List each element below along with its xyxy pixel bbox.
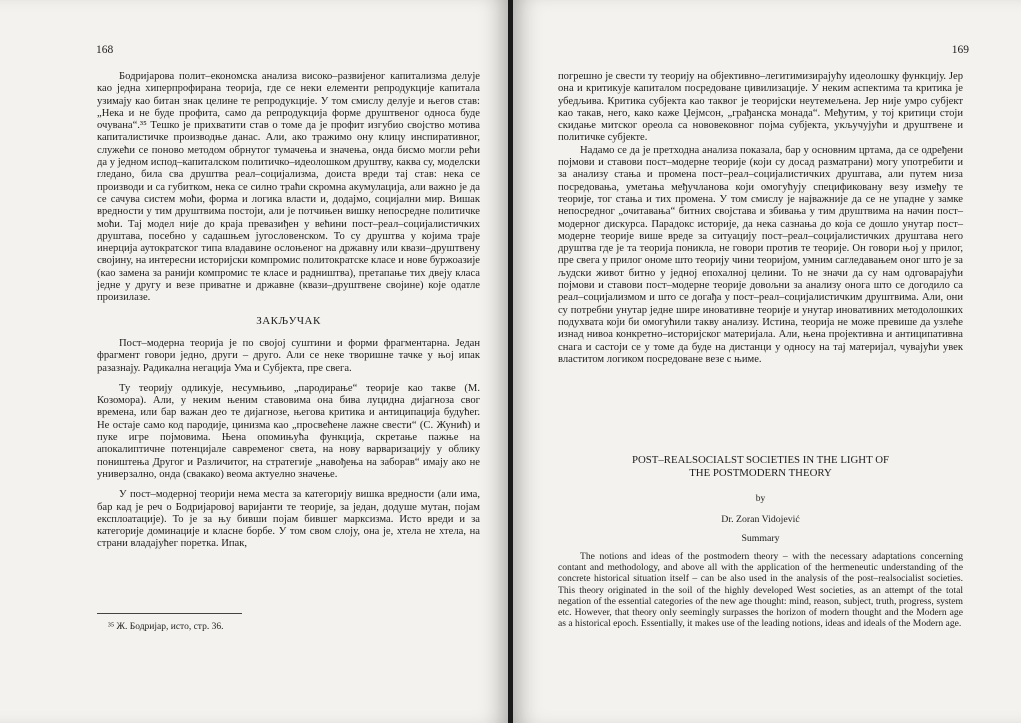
right-text-column bbox=[558, 71, 963, 366]
author-name: Dr. Zoran Vidojević bbox=[721, 514, 800, 525]
footnote: ³⁵ Ж. Бодријар, исто, стр. 36. bbox=[108, 622, 224, 632]
left-text-column bbox=[97, 71, 480, 551]
left-page bbox=[0, 0, 508, 723]
abstract bbox=[558, 551, 963, 629]
right-page bbox=[513, 0, 1021, 723]
conclusion-paragraph: Ту теорију одликује, несумњиво, „пародирање“ теорије као такве (М. Козомора). Али, у неким њеним ставовима она бива луцидна дијагноза свог времена, или бар важан део те дијагнозе, његова критика и антиципација будућег. Не остаје само код пародије, цинизма као „просвећене лажне свести“ (С. Жунић) и пуке игре појмовима. Њена опомињућа функција, скретање пажње на апокалиптичне потенцијале савременог света, на нову варваризацију у облику поништења Другог и Различитог, на стратегије „навођења на заборав“ имају ако не универзално, онда (свакако) веома актуелно значење. bbox=[97, 382, 480, 480]
page-number-right: 169 bbox=[951, 44, 969, 56]
abstract-paragraph: The notions and ideas of the postmodern theory – with the necessary adaptations concerning contant and methodology, and above all with the application of the hermeneutic understanding of the concrete historical situation itself – can be also used in the analysis of the post–realsocialist societies. This theory originated in the soil of the highly developed West societies, as an attempt of the total negation of the essential categories of the new age thought: mind, reason, subject, truth, progress, system etc. However, that theory only seemingly surpasses the horizon of modern thought and the Modern age as a historical epoch. Essentially, it makes use of the leading notions, ideas and ideals of the Modern age. bbox=[558, 551, 963, 630]
summary-label: Summary bbox=[741, 533, 780, 544]
body-paragraph: погрешно је свести ту теорију на објективно–легитимизирајућу идеолошку функцију. Јер она и критикује капиталом посредоване цивилизације. У неким аспектима та критика је убедљива. Критика субјекта као таквог је теоријски неутемељена. Јер није умро субјект као такав, него, како каже Џејмсон, „грађанска монада“. Међутим, у тој критици стоји скидање митског ореола са нововековног појма субјекта, укључујући и друштвене и политичке субјекте. bbox=[558, 71, 963, 144]
page-number-left: 168 bbox=[96, 44, 114, 56]
conclusion-paragraph: У пост–модерној теорији нема места за категорију вишка вредности (али има, бар кад је реч о Бодријаровој варијанти те теорије, за један, додуше мутан, појам експлоатације). То је за њу бивши појам бившег марксизма. Исто вреди и за категорије доминације и класне борбе. У том свом слоју, она је, хтела не хтела, на страни владајућег поретка. Ипак, bbox=[97, 489, 480, 550]
summary-title-line: THE POSTMODERN THEORY bbox=[689, 466, 832, 479]
section-heading-conclusion: ЗАКЉУЧАК bbox=[256, 314, 321, 327]
body-paragraph: Бодријарова полит–економска анализа високо–развијеног капитализма делује као једна хиперпрофирана теорија, где се неки елементи репродукције капитала узимају као битан знак целине те репродукције. У том смислу делује и његов став: „Нека и не буде профита, само да репродукција форме друштвеног односа буде очувана“.³⁵ Тешко је прихватити став о томе да је профит изгубио својство мотива капиталистичке производње данас. Али, ако тражимо ону клицу инспиративног, служећи се поново методом обрнутог тумачења и значења, онда бисмо могли рећи да у једном испод–капиталском политичко–идеолошком друштву, каква су, моделски гледано, била сва друштва реал–социјализма, доиста вреди тај став: нека се производи и са губитком, нека се силно траћи скромна акумулација, али важно је да се сачува систем моћи, форма и логика власти и, додајмо, социјални мир. Вишак вредности у тим друштвима постоји, али је потчињен вишку непосредне политичке моћи. Тај модел није до краја превазиђен у већини пост–реал–социјалистичких друштава, посебно у садашњем југословенском. То су друштва у којима траје инерција аутократског типа владавине ослоњеног на државну или квази–друштвену својину, на интересни историјски компромис политократске класе и нове буржоазије (као замена за ранији компромис те класе и радништва), претапање тих двеју класа једне у другу и везе приватне и државне (квази–друштвене својине) које одатле произилазе. bbox=[97, 71, 480, 304]
footnote-rule bbox=[97, 613, 242, 614]
by-line: by bbox=[755, 494, 766, 504]
summary-title bbox=[558, 454, 963, 479]
body-paragraph: Надамо се да је претходна анализа показала, бар у основним цртама, да се одређени појмови и ставови пост–модерне теорије (који су досад разматрани) могу употребити и за анализу стања и промена пост–реал–социјалистичких друштава, али путем низа посредовања, уметања међучланова који омогућују спецификовану везу између те теорије, тог стања и тих промена. У том смислу је најважније да се не упадне у замке непосредног „очитавања“ битних својстава и збивања у тим друштвима на начин пост–модерног дискурса. Парадокс историје, да нека сазнања до која се дошло унутар пост–модерне теорије више вреде за ситуацију пост–реал–социјалистичких друштава него друштва где је та теорија поникла, не говори против те теорије. Он говори њој у прилог, пре свега у прилог ономе што теорију чини теоријом, умним сагледавањем оног што је за људски живот битно у једној епохалној целини. То не значи да су нам одговарајући појмови и ставови пост–модерне теорије довољни за анализу онога што се догодило са реал–социјализмом и што се догађа у пост–реал–социјалистичким друштвима. Али, они су потребни унутар једне шире иновативне теорије и унутар иновативних методолошких подухвата који би омогућили такву анализу. Истина, теорија не може превише да узлеће изнад нивоа конкретно–историјског материјала. Али, њена пројективна и антиципативна снага и састоји се у томе да буде на дистанци у односу на тај материјал, чувајући увек властитом логиком посредоване везе с њиме. bbox=[558, 144, 963, 365]
conclusion-paragraph: Пост–модерна теорија је по својој суштини и форми фрагментарна. Један фрагмент говори једно, други – друго. Али се неке творишне тачке у њој ипак разазнају. Радикална негација Ума и Субјекта, пре свега. bbox=[97, 337, 480, 374]
summary-title-line: POST–REALSOCIALST SOCIETIES IN THE LIGHT OF bbox=[631, 454, 890, 466]
